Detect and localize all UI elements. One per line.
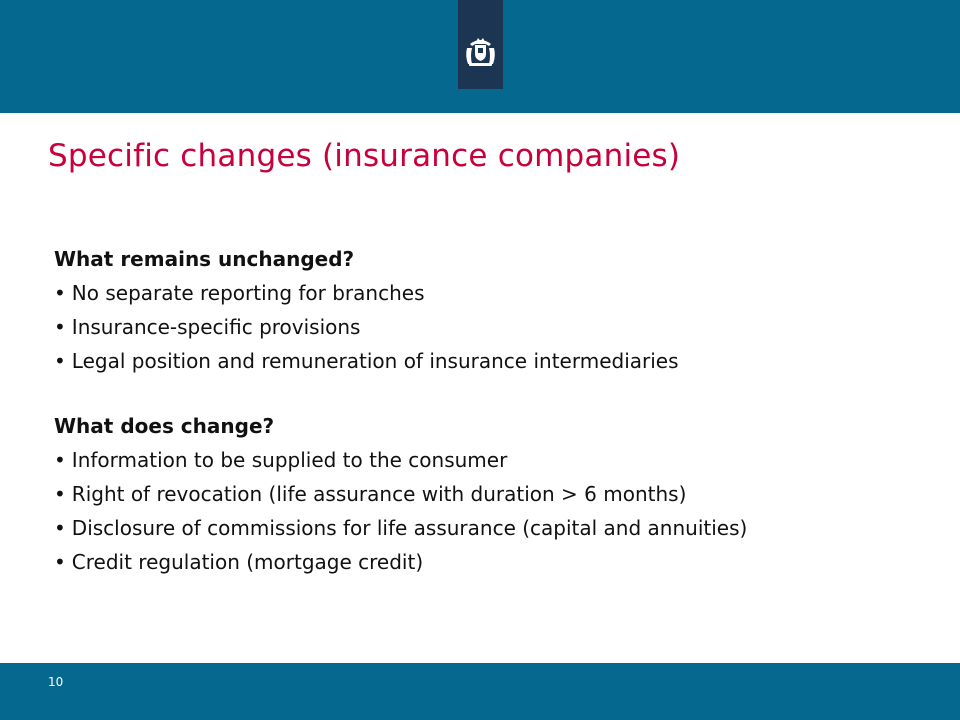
logo-tab: [458, 0, 503, 89]
coat-of-arms-icon: [458, 0, 503, 89]
list-item: [54, 443, 934, 477]
bullet-glyph: •: [54, 482, 66, 506]
bullet-glyph: •: [54, 349, 66, 373]
footer-band: [0, 663, 960, 720]
bullet-glyph: •: [54, 315, 66, 339]
list-item-text: Credit regulation (mortgage credit): [71, 550, 424, 574]
list-item: [54, 511, 934, 545]
list-item-text: No separate reporting for branches: [71, 281, 425, 305]
bullet-glyph: •: [54, 550, 66, 574]
list-item-text: Insurance-specific provisions: [71, 315, 361, 339]
list-item: [54, 477, 934, 511]
section-spacer: [54, 378, 934, 410]
section-heading-changes: What does change?: [54, 414, 275, 438]
list-item-text: Information to be supplied to the consumer: [71, 448, 508, 472]
slide-content: [54, 243, 934, 579]
list-item: [54, 344, 934, 378]
list-item-text: Right of revocation (life assurance with duration > 6 months): [71, 482, 687, 506]
list-item: [54, 276, 934, 310]
list-item-text: Legal position and remuneration of insurance intermediaries: [71, 349, 679, 373]
section-heading-unchanged: What remains unchanged?: [54, 247, 355, 271]
list-item-text: Disclosure of commissions for life assurance (capital and annuities): [71, 516, 748, 540]
bullet-glyph: •: [54, 516, 66, 540]
list-item: [54, 545, 934, 579]
slide-title: Specific changes (insurance companies): [48, 138, 681, 174]
bullet-glyph: •: [54, 281, 66, 305]
list-item: [54, 310, 934, 344]
bullet-glyph: •: [54, 448, 66, 472]
page-number: 10: [48, 675, 64, 689]
